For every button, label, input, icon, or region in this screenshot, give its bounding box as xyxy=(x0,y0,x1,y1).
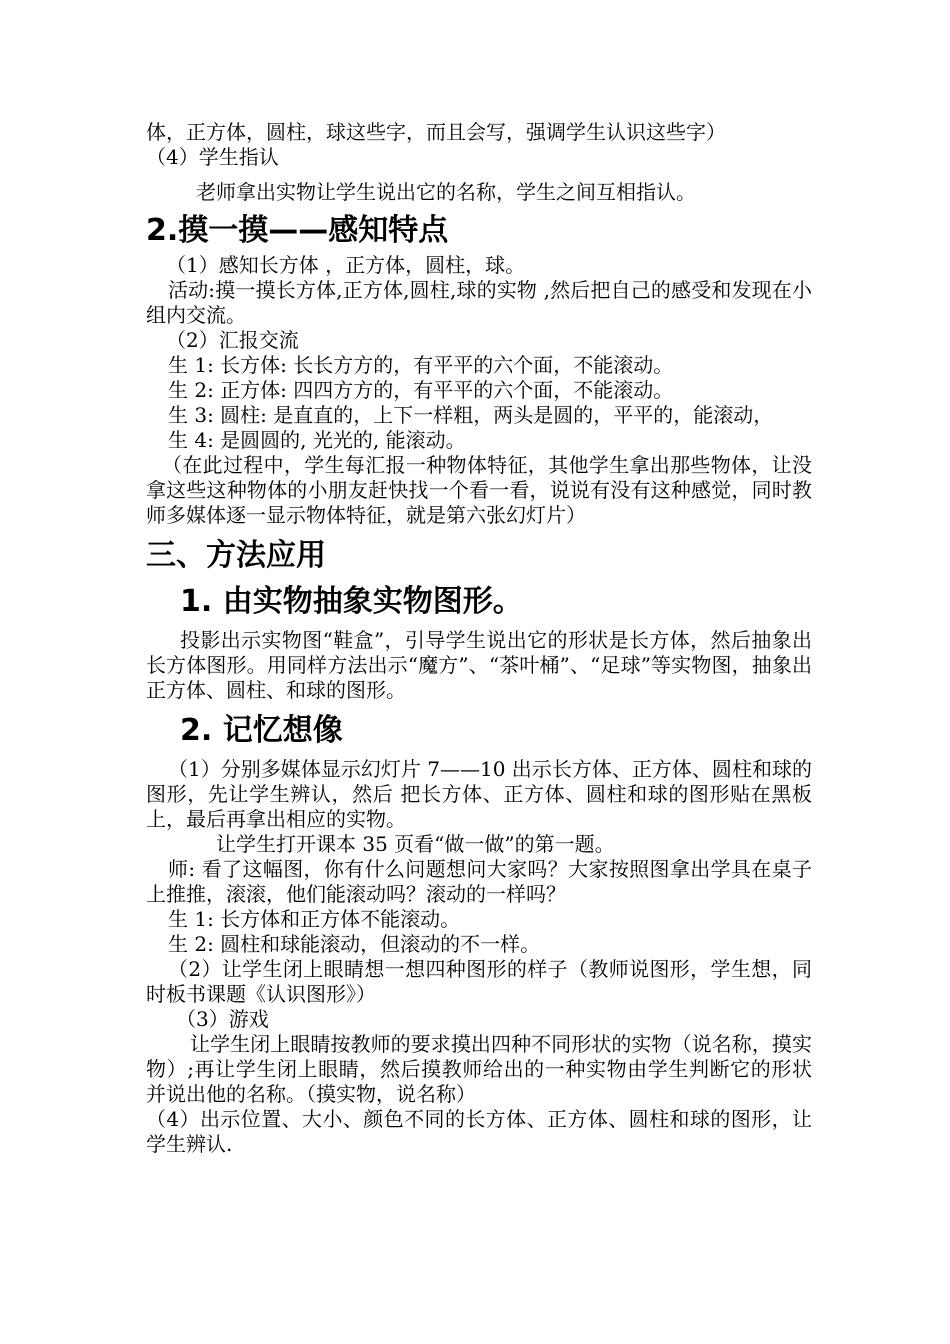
subsection-heading: 1. 由实物抽象实物图形。 xyxy=(180,584,523,619)
text-line: （2）让学生闭上眼睛想一想四种图形的样子（教师说图形，学生想，同时板书课题《认识图形》） xyxy=(146,957,812,1006)
document-page xyxy=(146,120,812,1157)
text-line: （4）学生指认 xyxy=(146,145,279,169)
text-line: 让学生打开课本 35 页看“做一做”的第一题。 xyxy=(216,832,615,856)
text-line: 活动:摸一摸长方体,正方体,圆柱,球的实物 ,然后把自己的感受和发现在小组内交流。 xyxy=(146,278,812,327)
subsection-heading: 2. 记忆想像 xyxy=(180,713,343,748)
text-line: （1）分别多媒体显示幻灯片 7——10 出示长方体、正方体、圆柱和球的图形，先让学生辨认，然后 把长方体、正方体、圆柱和球的图形贴在黑板上，最后再拿出相应的实物。 xyxy=(146,757,812,831)
text-line: （在此过程中，学生每汇报一种物体特征，其他学生拿出那些物体，让没拿这些这种物体的小朋友赶快找一个看一看，说说有没有这种感觉，同时教师多媒体逐一显示物体特征，就是第六张幻灯片） xyxy=(146,453,812,527)
text-line: 让学生闭上眼睛按教师的要求摸出四种不同形状的实物（说名称，摸实物）;再让学生闭上眼睛，然后摸教师给出的一种实物由学生判断它的形状并说出他的名称。（摸实物，说名称） xyxy=(146,1032,812,1106)
text-line: 体，正方体，圆柱，球这些字，而且会写，强调学生认识这些字） xyxy=(146,120,726,144)
text-line: （1）感知长方体 ，正方体，圆柱，球。 xyxy=(166,253,526,277)
text-line: 老师拿出实物让学生说出它的名称，学生之间互相指认。 xyxy=(196,180,696,204)
section-heading: 三、方法应用 xyxy=(146,538,326,573)
text-line: 生 2: 正方体: 四四方方的，有平平的六个面，不能滚动。 xyxy=(168,378,674,402)
text-line: （2）汇报交流 xyxy=(166,328,299,352)
text-line: 生 4: 是圆圆的, 光光的, 能滚动。 xyxy=(168,428,466,452)
section-heading: 2.摸一摸——感知特点 xyxy=(146,213,449,248)
text-line: 生 1: 长方体和正方体不能滚动。 xyxy=(168,907,461,931)
text-line: 师: 看了这幅图，你有什么问题想问大家吗？大家按照图拿出学具在桌子上推推，滚滚，他们能滚动吗？滚动的一样吗？ xyxy=(146,857,812,906)
text-line: 投影出示实物图“鞋盒”，引导学生说出它的形状是长方体，然后抽象出长方体图形。用同样方法出示“魔方”、“茶叶桶”、“足球”等实物图，抽象出正方体、圆柱、和球的图形。 xyxy=(146,628,812,702)
text-line: （4）出示位置、大小、颜色不同的长方体、正方体、圆柱和球的图形，让学生辨认. xyxy=(146,1107,812,1156)
text-line: 生 1: 长方体: 长长方方的，有平平的六个面，不能滚动。 xyxy=(168,353,674,377)
text-line: 生 2: 圆柱和球能滚动，但滚动的不一样。 xyxy=(168,932,541,956)
text-line: （3）游戏 xyxy=(176,1007,269,1031)
text-line: 生 3: 圆柱: 是直直的，上下一样粗，两头是圆的，平平的，能滚动， xyxy=(168,403,774,427)
